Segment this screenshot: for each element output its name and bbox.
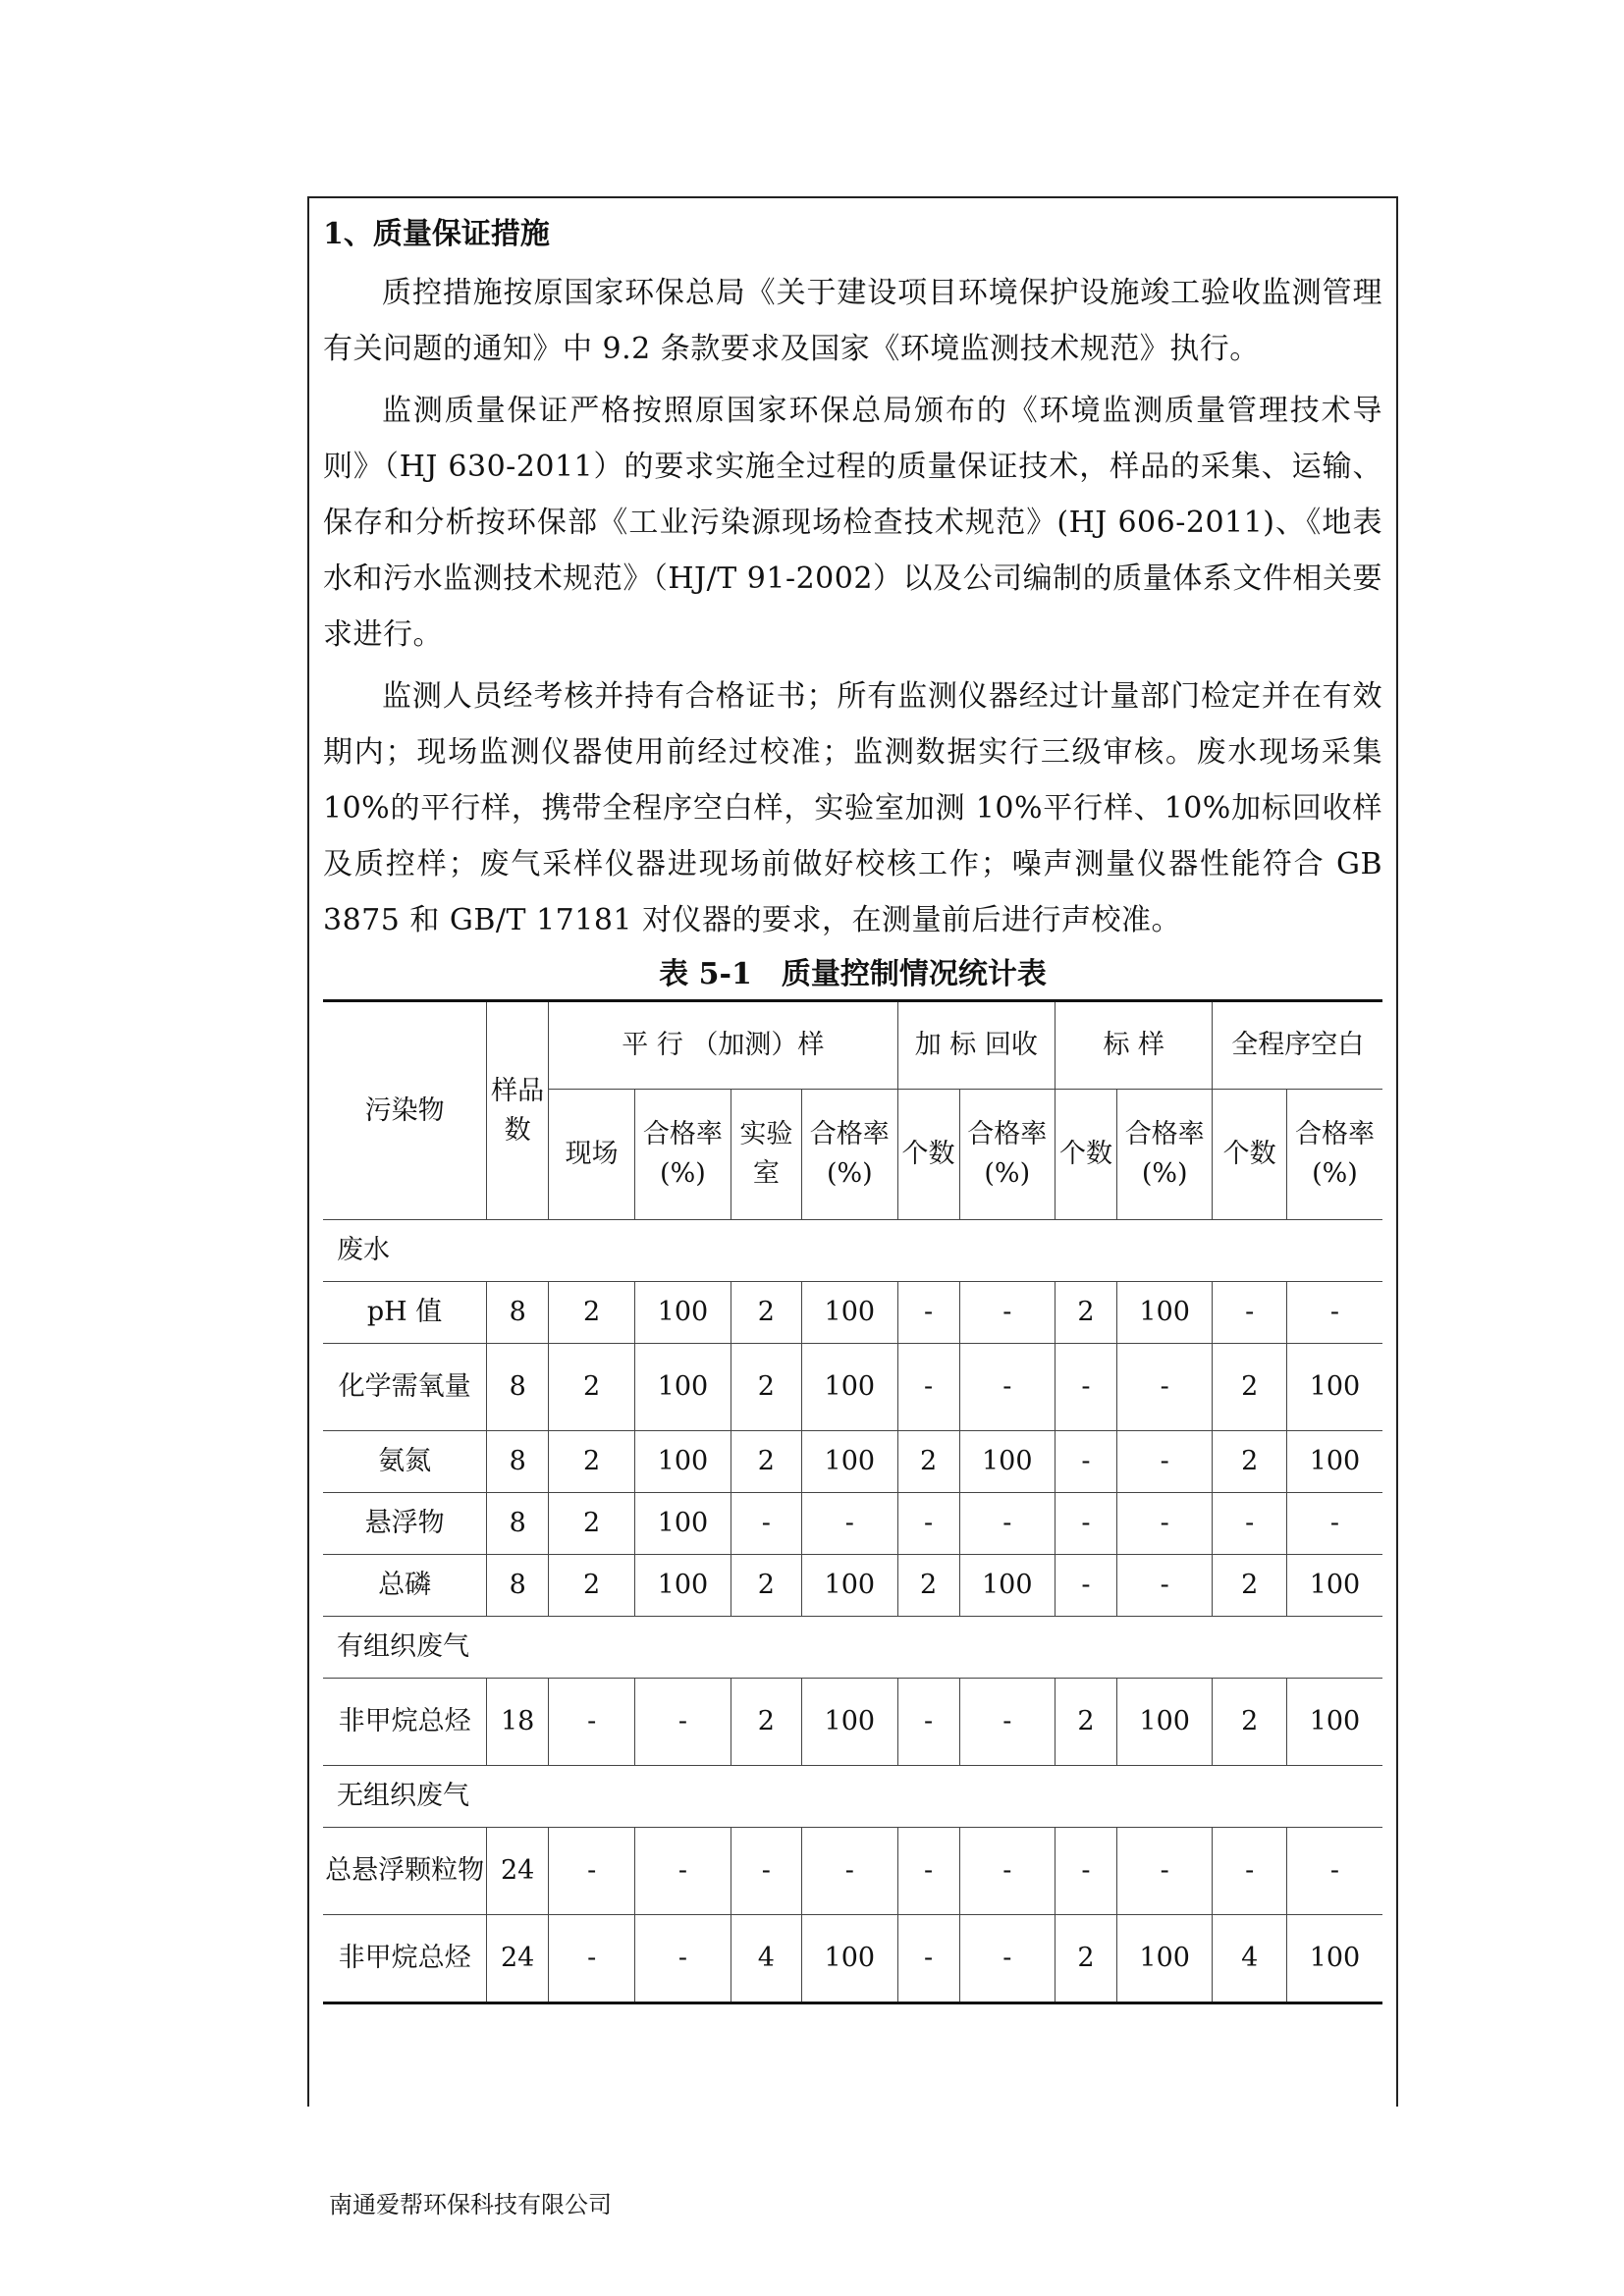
pollutant-name: 非甲烷总烃 (323, 1915, 487, 2003)
table-cell: - (1213, 1493, 1286, 1555)
footer-company: 南通爱帮环保科技有限公司 (329, 2191, 612, 2218)
table-cell: 8 (487, 1282, 549, 1344)
table-cell: - (897, 1828, 959, 1915)
table-cell: 100 (802, 1915, 898, 2003)
table-cell: 2 (1213, 1679, 1286, 1766)
table-cell: 100 (635, 1282, 731, 1344)
table-cell: 100 (1116, 1915, 1213, 2003)
table-cell: - (1056, 1828, 1117, 1915)
table-cell: - (959, 1828, 1056, 1915)
table-cell: - (959, 1915, 1056, 2003)
header-parallel-samples: 平 行 （加测）样 (549, 1001, 897, 1090)
table-header-row-1 (323, 1001, 1382, 1090)
table-cell: 2 (897, 1431, 959, 1493)
table-cell: - (959, 1282, 1056, 1344)
table-row (323, 1431, 1382, 1493)
table-cell: - (897, 1915, 959, 2003)
table-cell: 2 (1213, 1555, 1286, 1617)
table-cell: - (1056, 1431, 1117, 1493)
table-cell: 4 (731, 1915, 801, 2003)
table-cell: - (731, 1828, 801, 1915)
header-pollutant: 污染物 (323, 1001, 487, 1220)
table-cell: 8 (487, 1344, 549, 1431)
table-cell: 100 (802, 1431, 898, 1493)
table-cell: 100 (635, 1344, 731, 1431)
header-full-process-blank: 全程序空白 (1213, 1001, 1382, 1090)
table-cell: - (897, 1282, 959, 1344)
table-cell: - (959, 1679, 1056, 1766)
table-cell: 2 (549, 1493, 635, 1555)
table-title: 表 5-1 质量控制情况统计表 (659, 957, 1047, 991)
table-cell: 2 (731, 1282, 801, 1344)
subheader-lab-pass-rate: 合格率(%) (802, 1090, 898, 1220)
subheader-field-pass-rate: 合格率(%) (635, 1090, 731, 1220)
subheader-spike-count: 个数 (897, 1090, 959, 1220)
subheader-lab: 实验室 (731, 1090, 801, 1220)
table-row (323, 1493, 1382, 1555)
header-standard-samples: 标 样 (1056, 1001, 1213, 1090)
table-cell: 4 (1213, 1915, 1286, 2003)
group-label: 废水 (323, 1220, 1382, 1282)
table-cell: - (1056, 1555, 1117, 1617)
table-cell: 100 (635, 1431, 731, 1493)
table-cell: 2 (549, 1344, 635, 1431)
table-cell: 100 (802, 1555, 898, 1617)
table-cell: - (549, 1828, 635, 1915)
table-row (323, 1555, 1382, 1617)
table-cell: - (635, 1828, 731, 1915)
table-cell: 8 (487, 1431, 549, 1493)
content-area (323, 210, 1382, 2004)
subheader-blank-pass-rate: 合格率(%) (1286, 1090, 1382, 1220)
pollutant-name: 化学需氧量 (323, 1344, 487, 1431)
table-cell: - (1213, 1828, 1286, 1915)
table-cell: - (1213, 1282, 1286, 1344)
table-cell: - (1116, 1431, 1213, 1493)
table-cell: 8 (487, 1493, 549, 1555)
table-cell: - (1116, 1828, 1213, 1915)
subheader-field: 现场 (549, 1090, 635, 1220)
table-row (323, 1282, 1382, 1344)
pollutant-name: pH 值 (323, 1282, 487, 1344)
table-cell: - (1056, 1493, 1117, 1555)
subheader-standard-count: 个数 (1056, 1090, 1117, 1220)
table-cell: 24 (487, 1915, 549, 2003)
table-group-row (323, 1766, 1382, 1828)
pollutant-name: 非甲烷总烃 (323, 1679, 487, 1766)
table-cell: - (635, 1915, 731, 2003)
table-cell: 2 (1056, 1915, 1117, 2003)
pollutant-name: 氨氮 (323, 1431, 487, 1493)
table-cell: - (1286, 1493, 1382, 1555)
table-cell: - (1056, 1344, 1117, 1431)
header-spike-recovery: 加 标 回收 (897, 1001, 1055, 1090)
table-cell: - (731, 1493, 801, 1555)
header-sample-count: 样品数 (487, 1001, 549, 1220)
group-label: 无组织废气 (323, 1766, 1382, 1828)
table-cell: 100 (959, 1555, 1056, 1617)
table-cell: 8 (487, 1555, 549, 1617)
table-cell: 100 (635, 1493, 731, 1555)
table-cell: - (802, 1493, 898, 1555)
table-cell: - (635, 1679, 731, 1766)
table-cell: 2 (1056, 1282, 1117, 1344)
table-cell: 100 (635, 1555, 731, 1617)
table-cell: 2 (549, 1282, 635, 1344)
table-cell: 100 (802, 1679, 898, 1766)
table-cell: 100 (1286, 1679, 1382, 1766)
table-cell: - (897, 1679, 959, 1766)
table-cell: - (897, 1344, 959, 1431)
pollutant-name: 总悬浮颗粒物 (323, 1828, 487, 1915)
table-cell: 2 (897, 1555, 959, 1617)
table-group-row (323, 1220, 1382, 1282)
table-body (323, 1220, 1382, 2003)
table-cell: 2 (1056, 1679, 1117, 1766)
table-cell: 2 (1213, 1431, 1286, 1493)
subheader-blank-count: 个数 (1213, 1090, 1286, 1220)
paragraph-qa-standards: 监测质量保证严格按照原国家环保总局颁布的《环境监测质量管理技术导则》（HJ 630-2011）的要求实施全过程的质量保证技术，样品的采集、运输、保存和分析按环保部《工业污染源现场检查技术规范》(HJ 606-2011)、《地表水和污水监测技术规范》（HJ/T 91-2002）以及公司编制的质量体系文件相关要求进行。 (323, 394, 1382, 652)
table-cell: 2 (549, 1431, 635, 1493)
table-cell: 100 (1116, 1282, 1213, 1344)
table-row (323, 1915, 1382, 2003)
table-cell: 100 (1116, 1679, 1213, 1766)
table-cell: 18 (487, 1679, 549, 1766)
paragraph-personnel-instruments: 监测人员经考核并持有合格证书；所有监测仪器经过计量部门检定并在有效期内；现场监测仪器使用前经过校准；监测数据实行三级审核。废水现场采集 10%的平行样，携带全程序空白样，实验室加测 10%平行样、10%加标回收样及质控样；废气采样仪器进现场前做好校核工作；噪声测量仪器性能符合 GB 3875 和 GB/T 17181 对仪器的要求，在测量前后进行声校准。 (323, 679, 1382, 937)
table-cell: - (1116, 1344, 1213, 1431)
quality-control-table (323, 999, 1382, 2004)
paragraph-qc-basis: 质控措施按原国家环保总局《关于建设项目环境保护设施竣工验收监测管理有关问题的通知》中 9.2 条款要求及国家《环境监测技术规范》执行。 (323, 276, 1382, 366)
table-cell: 2 (549, 1555, 635, 1617)
table-cell: 100 (1286, 1431, 1382, 1493)
table-cell: 100 (1286, 1555, 1382, 1617)
table-cell: 100 (1286, 1915, 1382, 2003)
section-heading: 1、质量保证措施 (323, 217, 550, 251)
table-row (323, 1679, 1382, 1766)
table-cell: 24 (487, 1828, 549, 1915)
table-cell: - (1286, 1282, 1382, 1344)
table-group-row (323, 1617, 1382, 1679)
subheader-spike-pass-rate: 合格率(%) (959, 1090, 1056, 1220)
table-cell: 2 (731, 1679, 801, 1766)
table-cell: 100 (802, 1282, 898, 1344)
table-row (323, 1828, 1382, 1915)
group-label: 有组织废气 (323, 1617, 1382, 1679)
table-cell: 2 (731, 1431, 801, 1493)
content-frame (307, 196, 1398, 2107)
table-cell: - (802, 1828, 898, 1915)
table-cell: 2 (731, 1344, 801, 1431)
table-cell: 100 (959, 1431, 1056, 1493)
table-row (323, 1344, 1382, 1431)
table-cell: - (1116, 1555, 1213, 1617)
table-cell: 100 (802, 1344, 898, 1431)
pollutant-name: 总磷 (323, 1555, 487, 1617)
table-cell: - (959, 1344, 1056, 1431)
table-cell: - (897, 1493, 959, 1555)
table-cell: - (959, 1493, 1056, 1555)
table-cell: 2 (1213, 1344, 1286, 1431)
subheader-standard-pass-rate: 合格率(%) (1116, 1090, 1213, 1220)
pollutant-name: 悬浮物 (323, 1493, 487, 1555)
table-cell: - (1286, 1828, 1382, 1915)
table-cell: - (1116, 1493, 1213, 1555)
table-cell: 2 (731, 1555, 801, 1617)
table-cell: - (549, 1679, 635, 1766)
table-cell: - (549, 1915, 635, 2003)
table-cell: 100 (1286, 1344, 1382, 1431)
